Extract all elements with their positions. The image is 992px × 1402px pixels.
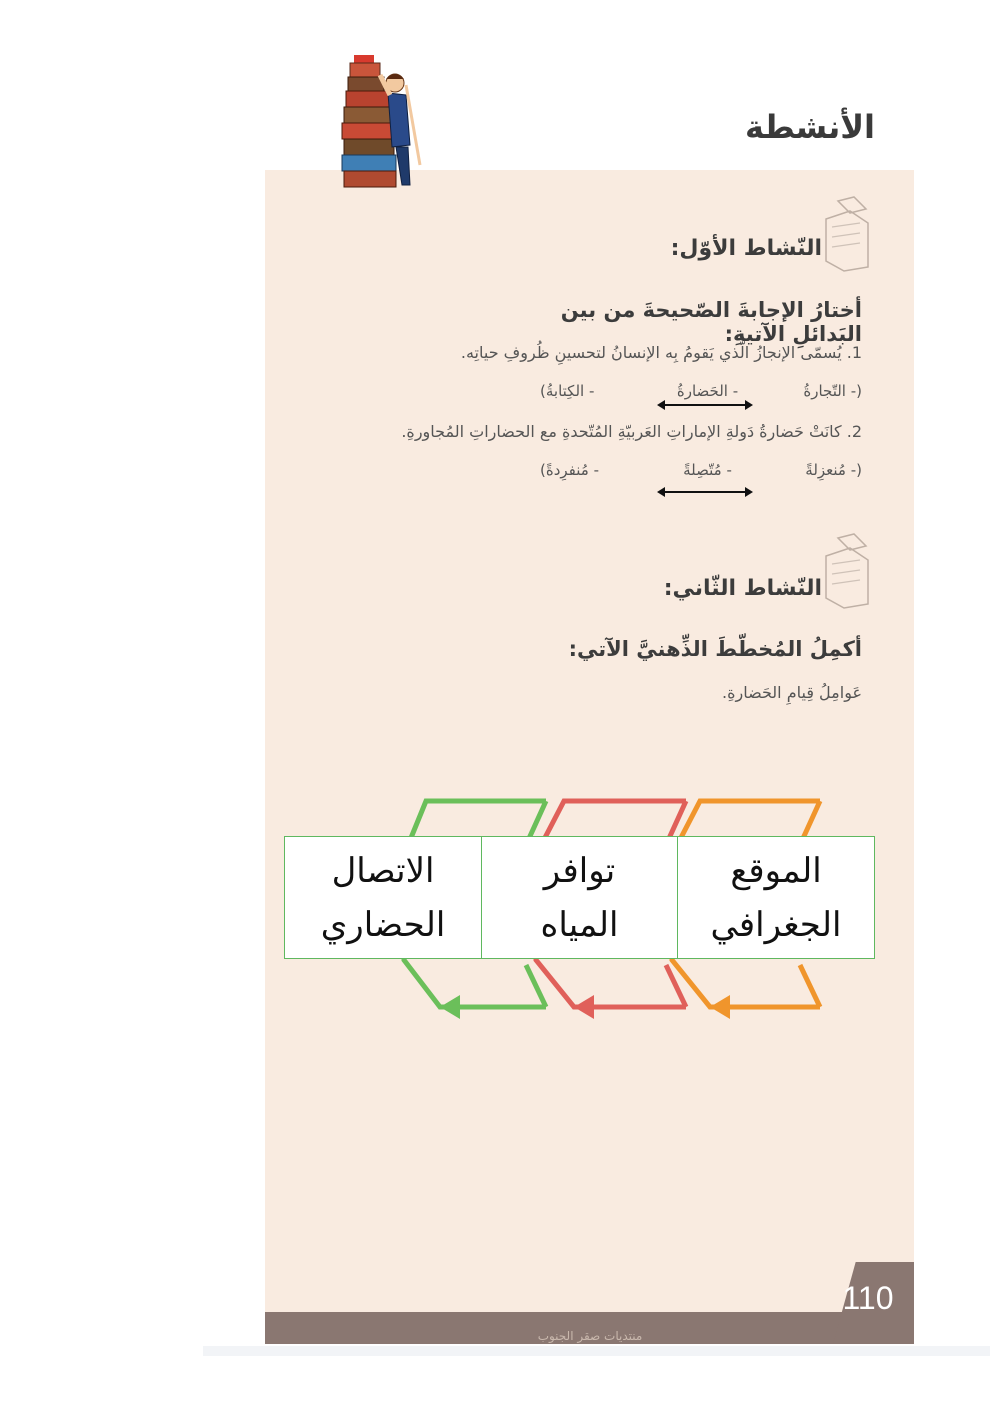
q1-text: 1. يُسمّى الإنجازُ الّذي يَقومُ بِه الإنسانُ لتحسينِ ظُروفِ حياتِه.: [460, 343, 862, 362]
activity1-heading: النّشاط الأوّل:: [670, 236, 822, 261]
q1-option-3: - الكِتابةُ): [540, 382, 595, 400]
watermark: منتديات صقر الجنوب: [537, 1329, 643, 1343]
notebook-icon: [820, 530, 875, 610]
activity2-subtitle: عَوامِلُ قِيامِ الحَضارةِ.: [722, 683, 862, 702]
q2-text: 2. كانَتْ حَضارةُ دَولةِ الإماراتِ العَربيّةِ المُتّحدةِ مع الحضاراتِ المُجاورةِ.: [401, 422, 862, 441]
activity2-heading: النّشاط الثّاني:: [663, 576, 822, 601]
box-line: توافر: [543, 850, 616, 891]
arrow-red: [574, 995, 594, 1019]
box-line: الحضاري: [320, 904, 446, 945]
arrow-green: [440, 995, 460, 1019]
q2-option-3: - مُنفرِدةً): [540, 461, 599, 479]
box-line: المياه: [540, 904, 619, 945]
page-title: الأنشطة: [745, 108, 875, 146]
activity1-instruction: أختارُ الإجابةَ الصّحيحةَ من بين البَدائلِ الآتيةِ:: [560, 298, 862, 346]
q2-option-1: (- مُنعزِلةً: [805, 461, 862, 479]
mind-map-box-contact[interactable]: [284, 836, 482, 959]
q1-option-2: - الحَضارةُ: [676, 382, 739, 400]
arrow-orange: [710, 995, 730, 1019]
mind-map-box-geography[interactable]: [677, 836, 875, 959]
box-line: الجغرافي: [710, 904, 842, 945]
q2-option-2: - مُتّصِلةً: [683, 461, 732, 479]
notebook-icon: [820, 193, 875, 273]
bottom-strip: [203, 1346, 990, 1356]
boy-books-illustration: [340, 55, 430, 195]
q2-answer-arrow: [655, 485, 755, 499]
q1-option-1: (- التّجارةُ: [803, 382, 862, 400]
q1-answer-arrow: [655, 398, 755, 412]
page-number: 110: [842, 1280, 894, 1316]
activity2-instruction: أكمِلُ المُخطّطَ الذِّهنيَّ الآتي:: [568, 637, 862, 661]
mind-map-box-water[interactable]: [481, 836, 678, 959]
box-line: الموقع: [730, 850, 822, 891]
box-line: الاتصال: [331, 850, 435, 891]
